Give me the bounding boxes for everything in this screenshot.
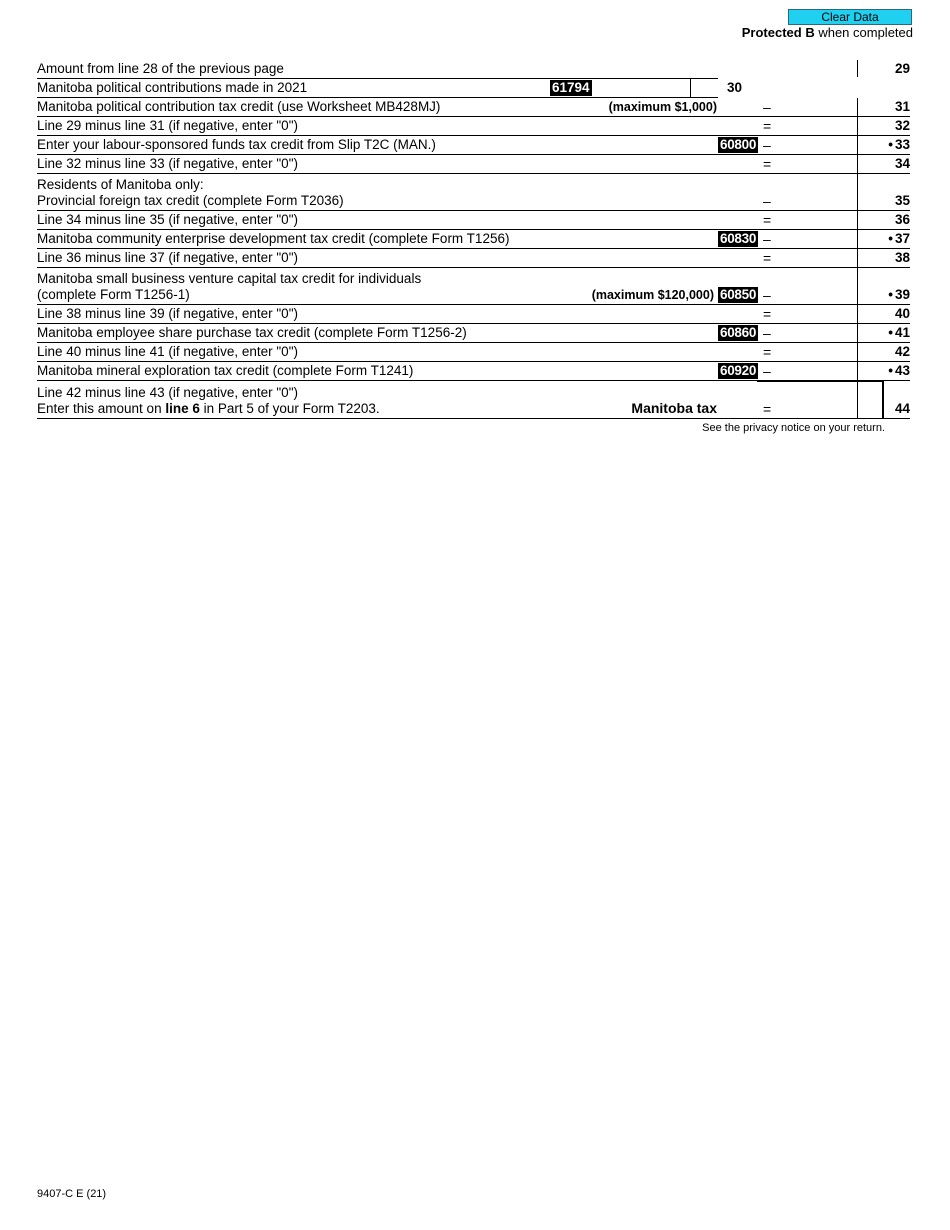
line-39-number-text: 39 <box>894 287 910 302</box>
line-37-bullet-icon: • <box>888 231 893 246</box>
form-line-44 <box>37 381 910 419</box>
line-37-code: 60830 <box>720 231 757 246</box>
line-36-operator: = <box>763 212 772 228</box>
line-42-operator: = <box>763 344 772 360</box>
line-39-operator: – <box>763 287 771 303</box>
form-line-32 <box>37 117 910 136</box>
line-43-text: Manitoba mineral exploration tax credit (complete Form T1241) <box>37 363 414 378</box>
line-35-text-2: Provincial foreign tax credit (complete Form T2036) <box>37 193 344 208</box>
line-33-operator: – <box>763 137 771 153</box>
form-code: 9407-C E (21) <box>37 1188 107 1200</box>
line-34-amount-field[interactable] <box>759 155 857 174</box>
line-44-text: Line 42 minus line 43 (if negative, enter "0") <box>37 385 298 400</box>
line-32-amount-field[interactable] <box>759 117 857 136</box>
line-43-description <box>37 363 413 379</box>
line-37-text: Manitoba community enterprise development tax credit (complete Form T1256) <box>37 231 510 246</box>
line-40-description <box>37 306 298 322</box>
line-31-operator: – <box>763 99 771 115</box>
manitoba-tax-label: Manitoba tax <box>631 400 717 416</box>
line-43-number <box>888 363 910 379</box>
line-40-text: Line 38 minus line 39 (if negative, enter "0") <box>37 306 298 321</box>
line-37-cents-divider <box>857 230 858 249</box>
line-34-operator: = <box>763 156 772 172</box>
form-line-36 <box>37 211 910 230</box>
manitoba-tax-form <box>37 60 910 419</box>
form-line-35 <box>37 174 910 211</box>
line-39-code: 60850 <box>720 287 757 302</box>
line-29-number-text: 29 <box>894 61 910 76</box>
line-29-description <box>37 61 284 77</box>
line-40-cents-divider <box>857 305 858 324</box>
line-36-number-text: 36 <box>894 212 910 227</box>
line-29-text: Amount from line 28 of the previous page <box>37 61 284 76</box>
line-37-description <box>37 231 509 247</box>
line-40-operator: = <box>763 306 772 322</box>
line-31-number <box>895 99 910 115</box>
line-38-cents-divider <box>857 249 858 268</box>
line-37-amount-field[interactable] <box>759 230 857 249</box>
line-33-code: 60800 <box>720 137 757 152</box>
line-31-description <box>37 99 440 115</box>
form-line-41 <box>37 324 910 343</box>
line-39-description <box>37 271 421 303</box>
line-43-bullet-icon: • <box>888 363 893 378</box>
line-44-text-bold: line 6 <box>165 401 200 416</box>
line-34-number-text: 34 <box>894 156 910 171</box>
line-31-note: (maximum $1,000) <box>608 100 717 114</box>
line-43-operator: – <box>763 363 771 379</box>
line-35-description <box>37 177 344 209</box>
line-38-amount-field[interactable] <box>759 249 857 268</box>
form-line-31 <box>37 98 910 117</box>
line-39-number <box>888 287 910 303</box>
line-38-number <box>895 250 910 266</box>
line-33-bullet-icon: • <box>888 137 893 152</box>
line-39-amount-field[interactable] <box>759 268 857 305</box>
line-40-number <box>895 306 910 322</box>
line-36-text: Line 34 minus line 35 (if negative, enter "0") <box>37 212 298 227</box>
line-30-amount-field[interactable] <box>590 79 691 98</box>
line-35-number <box>895 193 910 209</box>
form-line-40 <box>37 305 910 324</box>
line-41-operator: – <box>763 325 771 341</box>
form-line-33 <box>37 136 910 155</box>
line-36-amount-field[interactable] <box>759 211 857 230</box>
line-31-amount-field[interactable] <box>759 98 857 117</box>
line-30-description <box>37 80 307 96</box>
line-31-number-text: 31 <box>894 99 910 114</box>
form-line-29 <box>37 60 910 79</box>
line-41-number <box>888 325 910 341</box>
line-42-amount-field[interactable] <box>759 343 857 362</box>
line-33-amount-field[interactable] <box>759 136 857 155</box>
line-32-cents-divider <box>857 117 858 136</box>
line-33-text: Enter your labour-sponsored funds tax credit from Slip T2C (MAN.) <box>37 137 436 152</box>
line-42-cents-divider <box>857 343 858 362</box>
line-35-amount-field[interactable] <box>759 174 857 211</box>
line-39-text: Manitoba small business venture capital tax credit for individuals <box>37 271 422 286</box>
line-44-text-pre: Enter this amount on <box>37 401 166 416</box>
line-43-number-text: 43 <box>894 363 910 378</box>
line-44-operator: = <box>763 401 772 417</box>
line-41-cents-divider <box>857 324 858 343</box>
line-44-cents-divider <box>857 381 858 419</box>
line-39-bullet-icon: • <box>888 287 893 302</box>
form-line-30 <box>37 79 910 98</box>
line-42-number <box>895 344 910 360</box>
line-33-number-text: 33 <box>894 137 910 152</box>
form-line-37 <box>37 230 910 249</box>
line-33-number <box>888 137 910 153</box>
line-39-note: (maximum $120,000) <box>591 288 714 302</box>
protected-b-notice <box>742 25 913 40</box>
line-32-description <box>37 118 298 134</box>
line-32-number <box>895 118 910 134</box>
line-41-code: 60860 <box>720 325 757 340</box>
line-30-code: 61794 <box>552 80 590 95</box>
line-39-cents-divider <box>857 268 858 305</box>
line-34-text: Line 32 minus line 33 (if negative, enter "0") <box>37 156 298 171</box>
line-33-description <box>37 137 436 153</box>
form-line-38 <box>37 249 910 268</box>
clear-data-button[interactable]: Clear Data <box>788 9 912 25</box>
line-43-cents-divider <box>857 362 858 381</box>
line-38-text: Line 36 minus line 37 (if negative, enter "0") <box>37 250 298 265</box>
line-36-description <box>37 212 298 228</box>
line-44-number: 44 <box>894 401 910 416</box>
line-42-text: Line 40 minus line 41 (if negative, enter "0") <box>37 344 298 359</box>
line-39-text-2: (complete Form T1256-1) <box>37 287 190 302</box>
line-44-text-post: in Part 5 of your Form T2203. <box>199 401 380 416</box>
line-42-number-text: 42 <box>894 344 910 359</box>
line-29-number <box>895 61 910 77</box>
line-38-description <box>37 250 298 266</box>
line-31-text: Manitoba political contribution tax credit (use Worksheet MB428MJ) <box>37 99 441 114</box>
line-30-number: 30 <box>727 80 743 95</box>
line-35-number-text: 35 <box>894 193 910 208</box>
line-37-number-text: 37 <box>894 231 910 246</box>
line-37-operator: – <box>763 231 771 247</box>
line-44-description <box>37 385 380 417</box>
line-43-code: 60920 <box>720 363 757 378</box>
line-41-description <box>37 325 467 341</box>
form-line-39 <box>37 268 910 305</box>
line-32-number-text: 32 <box>894 118 910 133</box>
line-35-cents-divider <box>857 174 858 211</box>
protected-b-suffix: when completed <box>814 25 913 40</box>
line-33-cents-divider <box>857 136 858 155</box>
line-38-operator: = <box>763 250 772 266</box>
form-line-34 <box>37 155 910 174</box>
line-35-operator: – <box>763 193 771 209</box>
line-40-number-text: 40 <box>894 306 910 321</box>
protected-b-label: Protected B <box>741 25 815 40</box>
line-32-operator: = <box>763 118 772 134</box>
line-41-number-text: 41 <box>894 325 910 340</box>
line-42-description <box>37 344 298 360</box>
privacy-notice: See the privacy notice on your return. <box>702 422 885 434</box>
line-44-amount-field[interactable] <box>757 381 884 419</box>
line-32-text: Line 29 minus line 31 (if negative, enter "0") <box>37 118 298 133</box>
line-30-text: Manitoba political contributions made in 2021 <box>37 80 308 95</box>
line-36-cents-divider <box>857 211 858 230</box>
line-43-amount-field[interactable] <box>759 362 857 381</box>
line-38-number-text: 38 <box>894 250 910 265</box>
line-31-cents-divider <box>857 98 858 117</box>
line-40-amount-field[interactable] <box>759 305 857 324</box>
form-line-42 <box>37 343 910 362</box>
line-34-number <box>895 156 910 172</box>
line-41-amount-field[interactable] <box>759 324 857 343</box>
line-34-description <box>37 156 298 172</box>
line-36-number <box>895 212 910 228</box>
line-34-cents-divider <box>857 155 858 174</box>
line-35-text: Residents of Manitoba only: <box>37 177 204 192</box>
line-37-number <box>888 231 910 247</box>
form-line-43 <box>37 362 910 381</box>
line-41-bullet-icon: • <box>888 325 893 340</box>
line-41-text: Manitoba employee share purchase tax credit (complete Form T1256-2) <box>37 325 467 340</box>
